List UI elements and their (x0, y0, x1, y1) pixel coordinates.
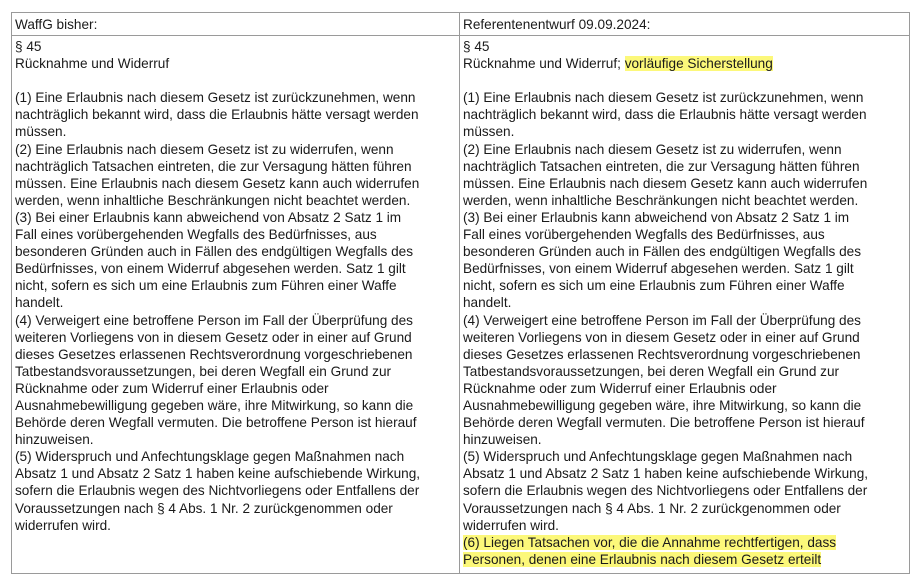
line-text: handelt. (15, 295, 64, 311)
column-header-old: WaffG bisher: (12, 13, 459, 36)
text-line (15, 123, 459, 140)
text-line (463, 294, 909, 311)
line-text: (4) Verweigert eine betroffene Person im Fall der Überprüfung des (15, 312, 413, 328)
line-text: Ausnahmebewilligung gegeben wäre, ihre Mitwirkung, so kann die (15, 397, 414, 413)
text-line (15, 55, 459, 72)
text-line (463, 89, 909, 106)
line-text: Voraussetzungen nach § 4 Abs. 1 Nr. 2 zurückgenommen oder (15, 500, 393, 516)
text-line (463, 500, 909, 517)
line-text: dieses Gesetzes erlassenen Rechtsverordnung vorgeschriebenen (15, 346, 413, 362)
line-text: nicht, sofern es sich um eine Erlaubnis zum Führen einer Waffe (463, 278, 845, 294)
line-text: (3) Bei einer Erlaubnis kann abweichend von Absatz 2 Satz 1 im (15, 209, 402, 225)
text-line (463, 243, 909, 260)
text-line (15, 517, 459, 534)
line-text: müssen. Eine Erlaubnis nach diesem Gesetz kann auch widerrufen (463, 175, 868, 191)
line-text: Absatz 1 und Absatz 2 Satz 1 haben keine aufschiebende Wirkung, (463, 466, 869, 482)
text-line (463, 448, 909, 465)
text-line (463, 106, 909, 123)
column-body-old (12, 36, 459, 534)
text-line (15, 106, 459, 123)
line-text: müssen. Eine Erlaubnis nach diesem Gesetz kann auch widerrufen (15, 175, 420, 191)
text-line (15, 312, 459, 329)
line-text: müssen. (463, 124, 515, 140)
text-line (15, 448, 459, 465)
text-line (15, 260, 459, 277)
line-text: Tatbestandsvoraussetzungen, bei deren Wegfall ein Grund zur (463, 363, 840, 379)
line-text: Tatbestandsvoraussetzungen, bei deren Wegfall ein Grund zur (15, 363, 392, 379)
text-line (463, 123, 909, 140)
line-text: widerrufen wird. (463, 517, 559, 533)
line-text: besonderen Gründen auch in Fällen des endgültigen Wegfalls des (463, 244, 862, 260)
text-line (463, 380, 909, 397)
line-text: weiteren Vorliegens von in diesem Gesetz oder in einer auf Grund (15, 329, 412, 345)
text-line (463, 141, 909, 158)
line-text: Rücknahme oder zum Widerruf einer Erlaubnis oder (15, 380, 329, 396)
text-line (463, 38, 909, 55)
line-text: (5) Widerspruch und Anfechtungsklage gegen Maßnahmen nach (15, 449, 405, 465)
text-line (463, 158, 909, 175)
text-line (463, 226, 909, 243)
text-line (15, 414, 459, 431)
text-line (463, 72, 909, 89)
line-text: nachträglich Tatsachen eintreten, die zur Versagung hätten führen (15, 158, 412, 174)
text-line (15, 482, 459, 499)
text-line (463, 397, 909, 414)
column-body-draft (460, 36, 909, 568)
line-text: (3) Bei einer Erlaubnis kann abweichend von Absatz 2 Satz 1 im (463, 209, 850, 225)
text-line (15, 500, 459, 517)
text-line (15, 38, 459, 55)
text-line (463, 517, 909, 534)
text-line (15, 141, 459, 158)
text-line (15, 277, 459, 294)
line-text: § 45 (15, 39, 42, 54)
line-text: nachträglich bekannt wird, dass die Erlaubnis hätte versagt werden (463, 107, 867, 123)
line-text: nachträglich bekannt wird, dass die Erlaubnis hätte versagt werden (15, 107, 419, 123)
line-text: hinzuweisen. (463, 432, 542, 448)
line-text: (1) Eine Erlaubnis nach diesem Gesetz ist zurückzunehmen, wenn (15, 90, 416, 106)
highlighted-change: vorläufige Sicherstellung (624, 56, 773, 72)
line-text: widerrufen wird. (15, 517, 111, 533)
line-text: Behörde deren Wegfall vermuten. Die betroffene Person ist hierauf (15, 415, 417, 431)
text-line (15, 72, 459, 89)
text-line (15, 329, 459, 346)
line-text: Rücknahme und Widerruf; (463, 56, 625, 72)
line-text: Absatz 1 und Absatz 2 Satz 1 haben keine aufschiebende Wirkung, (15, 466, 421, 482)
text-line (463, 431, 909, 448)
line-text: werden, wenn inhaltliche Beschränkungen nicht beachtet werden. (15, 192, 411, 208)
text-line (463, 551, 909, 568)
line-text: Behörde deren Wegfall vermuten. Die betroffene Person ist hierauf (463, 415, 865, 431)
line-text: (5) Widerspruch und Anfechtungsklage gegen Maßnahmen nach (463, 449, 853, 465)
line-text: Voraussetzungen nach § 4 Abs. 1 Nr. 2 zurückgenommen oder (463, 500, 841, 516)
line-text: § 45 (463, 39, 490, 54)
line-text: (4) Verweigert eine betroffene Person im Fall der Überprüfung des (463, 312, 861, 328)
text-line (15, 431, 459, 448)
line-text: nachträglich Tatsachen eintreten, die zur Versagung hätten führen (463, 158, 860, 174)
text-line (463, 192, 909, 209)
line-text: nicht, sofern es sich um eine Erlaubnis zum Führen einer Waffe (15, 278, 397, 294)
text-line (15, 226, 459, 243)
highlighted-change: Personen, denen eine Erlaubnis nach diesem Gesetz erteilt (463, 551, 822, 567)
line-text: werden, wenn inhaltliche Beschränkungen nicht beachtet werden. (463, 192, 859, 208)
line-text: (2) Eine Erlaubnis nach diesem Gesetz ist zu widerrufen, wenn (15, 141, 394, 157)
line-text: (2) Eine Erlaubnis nach diesem Gesetz ist zu widerrufen, wenn (463, 141, 842, 157)
line-text: weiteren Vorliegens von in diesem Gesetz oder in einer auf Grund (463, 329, 860, 345)
column-header-draft: Referentenentwurf 09.09.2024: (460, 13, 909, 36)
highlighted-change: (6) Liegen Tatsachen vor, die die Annahme rechtfertigen, dass (463, 534, 837, 550)
line-text: Fall eines vorübergehenden Wegfalls des Bedürfnisses, aus (463, 227, 825, 243)
text-line (15, 397, 459, 414)
text-line (463, 277, 909, 294)
line-text: besonderen Gründen auch in Fällen des endgültigen Wegfalls des (15, 244, 414, 260)
line-text: handelt. (463, 295, 512, 311)
text-line (463, 329, 909, 346)
text-line (463, 175, 909, 192)
text-line (15, 192, 459, 209)
text-line (15, 243, 459, 260)
line-text: sofern die Erlaubnis wegen des Nichtvorliegens oder Entfallens der (15, 483, 420, 499)
text-line (463, 260, 909, 277)
line-text: Rücknahme und Widerruf (15, 56, 170, 72)
line-text: Ausnahmebewilligung gegeben wäre, ihre Mitwirkung, so kann die (463, 397, 862, 413)
column-old-law (12, 13, 460, 573)
line-text: Fall eines vorübergehenden Wegfalls des Bedürfnisses, aus (15, 227, 377, 243)
text-line (463, 346, 909, 363)
text-line (15, 346, 459, 363)
text-line (15, 89, 459, 106)
text-line (15, 175, 459, 192)
column-draft (460, 13, 909, 573)
text-line (15, 465, 459, 482)
text-line (463, 482, 909, 499)
comparison-table (11, 12, 910, 574)
text-line (15, 158, 459, 175)
text-line (463, 209, 909, 226)
text-line (463, 534, 909, 551)
line-text: hinzuweisen. (15, 432, 94, 448)
line-text: Bedürfnisses, von einem Widerruf abgesehen werden. Satz 1 gilt (15, 261, 406, 277)
text-line (463, 55, 909, 72)
text-line (463, 414, 909, 431)
line-text: dieses Gesetzes erlassenen Rechtsverordnung vorgeschriebenen (463, 346, 861, 362)
line-text: (1) Eine Erlaubnis nach diesem Gesetz ist zurückzunehmen, wenn (463, 90, 864, 106)
text-line (463, 465, 909, 482)
line-text: Rücknahme oder zum Widerruf einer Erlaubnis oder (463, 380, 777, 396)
line-text: Bedürfnisses, von einem Widerruf abgesehen werden. Satz 1 gilt (463, 261, 854, 277)
text-line (463, 312, 909, 329)
text-line (15, 294, 459, 311)
line-text: müssen. (15, 124, 67, 140)
text-line (463, 363, 909, 380)
text-line (15, 363, 459, 380)
text-line (15, 380, 459, 397)
text-line (15, 209, 459, 226)
line-text: sofern die Erlaubnis wegen des Nichtvorliegens oder Entfallens der (463, 483, 868, 499)
